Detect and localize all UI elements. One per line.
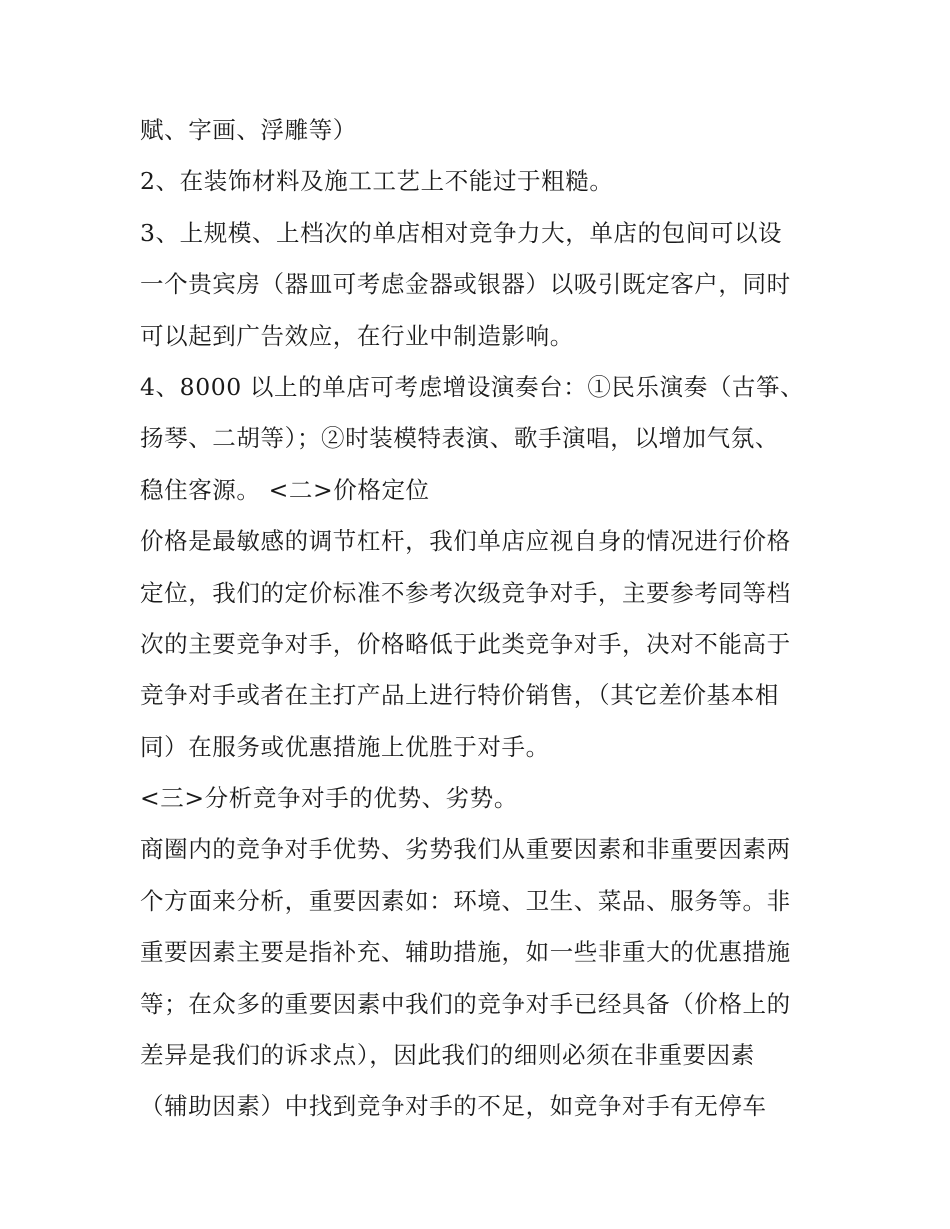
- text-line-10: 定位，我们的定价标准不参考次级竞争对手，主要参考同等档: [140, 578, 791, 607]
- text-line-13: 同）在服务或优惠措施上优胜于对手。: [140, 732, 550, 761]
- text-line-14: <三>分析竞争对手的优势、劣势。: [140, 784, 518, 813]
- text-line-17: 重要因素主要是指补充、辅助措施，如一些非重大的优惠措施: [140, 938, 791, 967]
- text-line-18: 等；在众多的重要因素中我们的竞争对手已经具备（价格上的: [140, 989, 791, 1018]
- text-line-2: 2、在装饰材料及施工工艺上不能过于粗糙。: [140, 167, 614, 196]
- text-line-11: 次的主要竞争对手，价格略低于此类竞争对手，决对不能高于: [140, 629, 791, 658]
- text-line-6: 4、8000 以上的单店可考虑增设演奏台：①民乐演奏（古筝、: [140, 372, 805, 401]
- text-line-4: 一个贵宾房（器皿可考虑金器或银器）以吸引既定客户，同时: [140, 270, 791, 299]
- text-line-20: （辅助因素）中找到竞争对手的不足，如竞争对手有无停车: [140, 1092, 767, 1121]
- text-line-19: 差异是我们的诉求点），因此我们的细则必须在非重要因素: [140, 1041, 755, 1070]
- document-body: [140, 107, 820, 1135]
- text-line-12: 竞争对手或者在主打产品上进行特价销售，（其它差价基本相: [140, 681, 779, 710]
- text-line-7: 扬琴、二胡等）；②时装模特表演、歌手演唱，以增加气氛、: [140, 424, 779, 453]
- text-line-15: 商圈内的竞争对手优势、劣势我们从重要因素和非重要因素两: [140, 835, 791, 864]
- text-line-1: 赋、字画、浮雕等）: [140, 116, 357, 144]
- text-line-5: 可以起到广告效应，在行业中制造影响。: [140, 321, 574, 350]
- text-line-8: 稳住客源。 <二>价格定位: [140, 475, 430, 504]
- text-line-9: 价格是最敏感的调节杠杆，我们单店应视自身的情况进行价格: [140, 527, 791, 556]
- text-line-16: 个方面来分析，重要因素如：环境、卫生、菜品、服务等。非: [140, 886, 791, 915]
- text-line-3: 3、上规模、上档次的单店相对竞争力大，单店的包间可以设: [140, 218, 783, 247]
